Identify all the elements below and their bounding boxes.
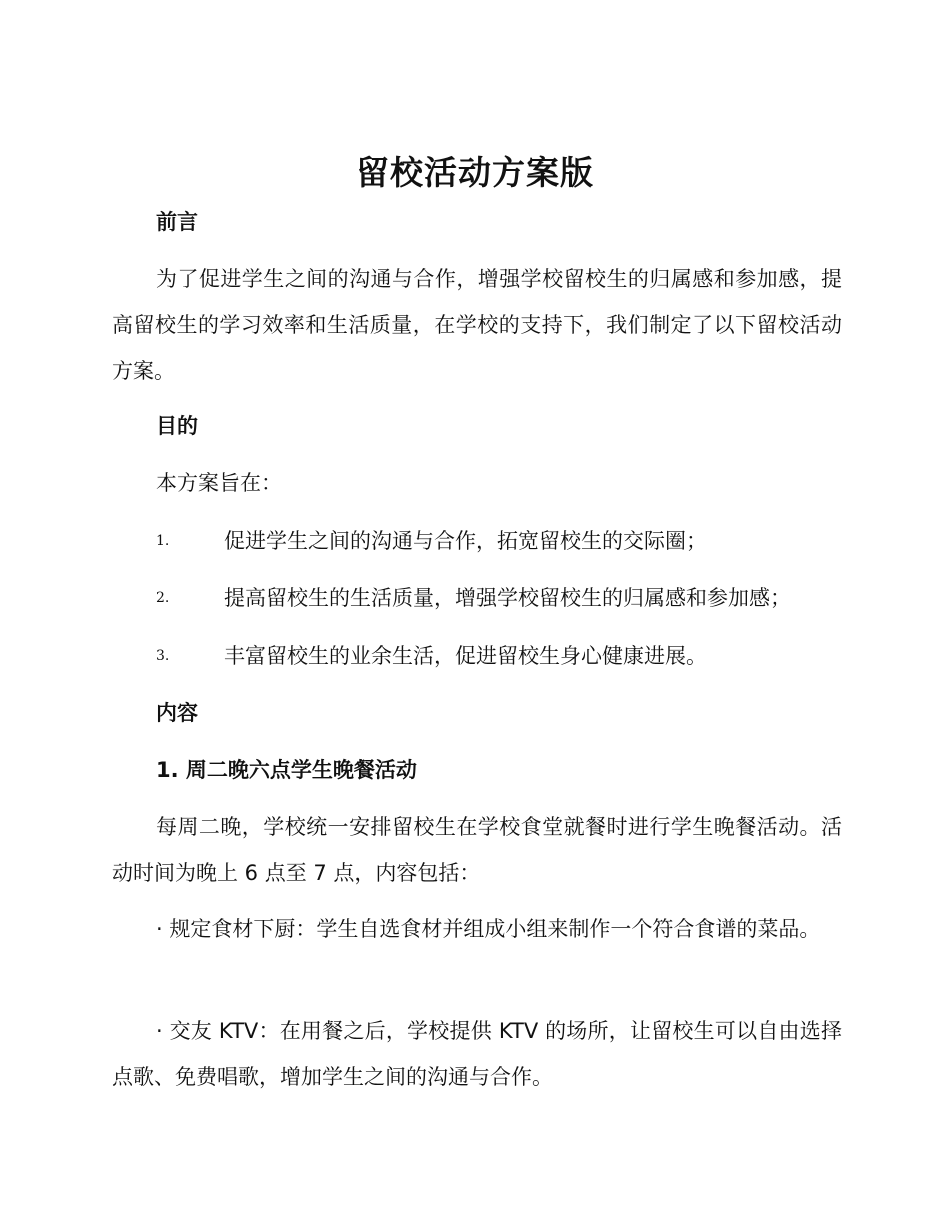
- list-item-number: 1.: [156, 533, 170, 549]
- preface-paragraph: 为了促进学生之间的沟通与合作，增强学校留校生的归属感和参加感，提高留校生的学习效率和生活质量，在学校的支持下，我们制定了以下留校活动方案。: [112, 267, 842, 383]
- purpose-list-item: [156, 583, 856, 613]
- preface-heading: 前言: [156, 210, 198, 234]
- list-item-text: 提高留校生的生活质量，增强学校留校生的归属感和参加感；: [224, 586, 791, 610]
- list-item-text: 丰富留校生的业余生活，促进留校生身心健康进展。: [224, 644, 707, 668]
- list-item-number: 3.: [156, 648, 170, 664]
- purpose-intro: 本方案旨在：: [156, 471, 282, 495]
- section1-paragraph: 每周二晚，学校统一安排留校生在学校食堂就餐时进行学生晚餐活动。活动时间为晚上 6 点至 7 点，内容包括：: [112, 815, 842, 885]
- section1-bullet-cooking: · 规定食材下厨：学生自选食材并组成小组来制作一个符合食谱的菜品。: [156, 917, 821, 941]
- list-item-text: 促进学生之间的沟通与合作，拓宽留校生的交际圈；: [224, 529, 707, 553]
- section1-bullet-ktv: · 交友 KTV：在用餐之后，学校提供 KTV 的场所，让留校生可以自由选择点歌、免费唱歌，增加学生之间的沟通与合作。: [112, 1019, 842, 1089]
- document-title: 留校活动方案版: [356, 153, 594, 192]
- section1-heading: 1. 周二晚六点学生晚餐活动: [156, 758, 417, 782]
- list-item-number: 2.: [156, 590, 170, 606]
- purpose-list-item: [156, 641, 856, 671]
- content-heading: 内容: [156, 701, 198, 725]
- purpose-heading: 目的: [156, 414, 198, 438]
- purpose-list-item: [156, 526, 856, 556]
